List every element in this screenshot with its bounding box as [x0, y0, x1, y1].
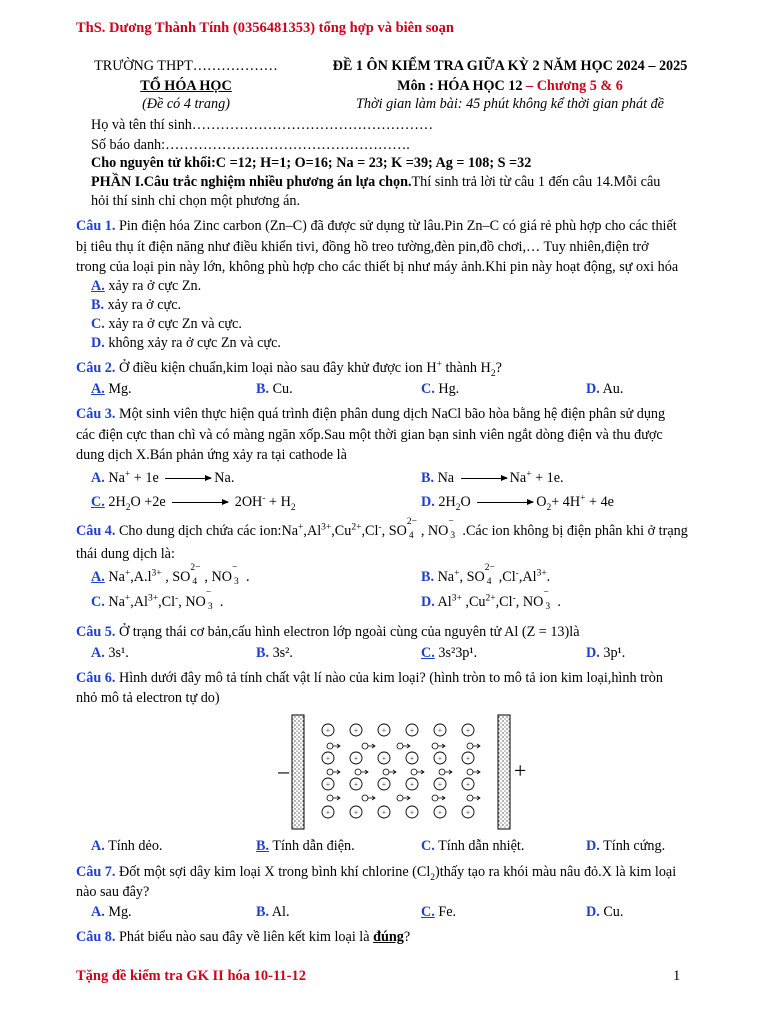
option-text: Cu. [272, 381, 293, 397]
time-note: Thời gian làm bài: 45 phút không kể thời gian phát đề [356, 96, 664, 112]
q1-line3: trong của loại pin này lớn, không phù hợp cho các thiết bị như máy ảnh.Khi pin này hoạt động, sự oxi hóa [76, 259, 679, 275]
part1-heading [91, 174, 660, 191]
q3-line2: các điện cực than chì và có màng ngăn xốp.Sau một thời gian bạn sinh viên ngắt dòng điện và thu được [76, 427, 663, 443]
q6-line2: nhỏ mô tả electron tự do) [76, 690, 220, 706]
option-letter: D. [91, 335, 105, 351]
ion-charge: + [354, 808, 358, 817]
option-letter: A. [91, 381, 105, 397]
option-text: xảy ra ở cực. [107, 297, 182, 313]
free-electron [467, 769, 473, 775]
free-electron [383, 769, 389, 775]
q3-label: Câu 3. [76, 406, 116, 422]
school-name: TRƯỜNG THPT……………… [94, 58, 278, 74]
option-letter: D. [586, 838, 600, 854]
ion-charge: + [410, 754, 414, 763]
id-line: Số báo danh:……………………………………………. [91, 137, 410, 153]
q7-text-b: )thấy tạo ra khói màu nâu đỏ.X là kim loại [435, 864, 677, 880]
q7-option-a[interactable] [91, 904, 132, 921]
q7-line1: Câu 7. Đốt một sợi dây kim loại X trong bình khí chlorine $(Cl_2)thấy$ tạo ra khói màu nâu đỏ.X là kim loại [76, 864, 677, 883]
ion-charge: + [326, 754, 330, 763]
q1-option-b[interactable] [91, 297, 181, 314]
option-letter: B. [256, 838, 270, 854]
option-letter: A. [91, 645, 105, 661]
electron-arrow [361, 770, 368, 774]
q7-option-c[interactable] [421, 904, 456, 921]
free-electron [362, 743, 368, 749]
q5-option-d[interactable] [586, 645, 625, 662]
q3-line3: dung dịch X.Bán phản ứng xảy ra tại cathode là [76, 447, 347, 463]
q3-text: Một sinh viên thực hiện quá trình điện phân dung dịch NaCl bão hòa bằng hệ điện phân sử dụng [115, 406, 666, 422]
option-letter: B. [421, 569, 435, 585]
electron-arrow [417, 770, 424, 774]
ion-charge: + [354, 726, 358, 735]
arrow-icon [461, 478, 507, 479]
option-letter: C. [421, 838, 435, 854]
option-text: Al. [271, 904, 290, 920]
option-text: Mg. [108, 381, 132, 397]
ion-charge: + [410, 780, 414, 789]
free-electron [327, 743, 333, 749]
negative-electrode [292, 715, 304, 829]
q1-option-a[interactable] [91, 278, 201, 295]
q4-option-c[interactable]: C. $Na^+,Al^{3+},Cl^-$, NO − 3 . [91, 588, 224, 612]
electron-arrow [403, 796, 410, 800]
free-electron [467, 743, 473, 749]
option-letter: D. [421, 594, 435, 610]
electron-arrow [333, 770, 340, 774]
arrow-icon [477, 502, 533, 503]
q3-option-d[interactable]: D. $2H_2O$ $O_2+ 4H^+ + 4e$ [421, 493, 614, 513]
option-text: Tính dẫn điện. [272, 838, 355, 854]
electron-arrow [445, 770, 452, 774]
part1-instructions: Thí sinh trả lời từ câu 1 đến câu 14.Mỗi câu [411, 174, 661, 190]
minus-sign: – [278, 758, 289, 783]
option-text: 3s²3p¹. [438, 645, 478, 661]
option-text: 3s¹. [108, 645, 129, 661]
q6-line1 [76, 670, 663, 687]
free-electron [362, 795, 368, 801]
option-letter: A. [91, 470, 105, 486]
free-electron [432, 795, 438, 801]
option-letter: B. [256, 904, 270, 920]
option-text: xảy ra ở cực Zn. [108, 278, 202, 294]
option-text: 3p¹. [603, 645, 626, 661]
q5-stem [76, 624, 580, 641]
q6-option-d[interactable] [586, 838, 665, 855]
q4-line1: Câu 4. Cho dung dịch chứa các $ion:Na^+,Al^{3+},Cu^{2+},Cl^-$, SO 2− 4 , NO − 3 .Các ion không bị điện phân khi ở trạng [76, 517, 688, 541]
q1-line1 [76, 218, 677, 235]
lattice-particles [322, 724, 480, 818]
q8-emphasis: đúng [373, 929, 404, 945]
option-letter: C. [91, 594, 105, 610]
option-letter: A. [91, 838, 105, 854]
q3-option-b[interactable]: B. Na Na+ + 1e. [421, 469, 564, 486]
q4-option-b[interactable]: B. Na+, SO 2− 4 $,Cl^-,Al^{3+}$. [421, 563, 551, 587]
part1-line2: hỏi thí sinh chỉ chọn một phương án. [91, 193, 301, 209]
option-text: Cu. [603, 904, 624, 920]
pages-note: (Đề có 4 trang) [142, 96, 230, 112]
free-electron [467, 795, 473, 801]
option-text: không xảy ra ở cực Zn và cực. [108, 335, 281, 351]
free-electron [397, 743, 403, 749]
ion-charge: + [466, 808, 470, 817]
q2-text-end: thành H [441, 360, 491, 376]
ion-charge: + [382, 780, 386, 789]
q2-option-c[interactable] [421, 381, 459, 398]
q1-text: Pin điện hóa Zinc carbon (Zn–C) đã được sử dụng từ lâu.Pin Zn–C có giá rẻ phù hợp cho các thiết [115, 218, 677, 234]
q8-label: Câu 8. [76, 929, 116, 945]
electron-arrow [438, 744, 445, 748]
q1-label: Câu 1. [76, 218, 116, 234]
free-electron [327, 795, 333, 801]
free-electron [397, 795, 403, 801]
plus-sign: + [514, 758, 527, 783]
option-text: xảy ra ở cực Zn và cực. [108, 316, 242, 332]
q6-text: Hình dưới đây mô tả tính chất vật lí nào của kim loại? (hình tròn to mô tả ion kim loại,hình tròn [115, 670, 663, 686]
free-electron [432, 743, 438, 749]
q7-line2: nào sau đây? [76, 884, 150, 900]
option-text: Fe. [438, 904, 457, 920]
subject-line [300, 78, 720, 95]
ion-charge: + [438, 726, 442, 735]
ion-charge: + [354, 780, 358, 789]
option-text: Hg. [438, 381, 460, 397]
subject-chapter: – Chương 5 & 6 [522, 78, 623, 94]
ion-charge: + [382, 726, 386, 735]
electron-arrow [368, 796, 375, 800]
department: TỔ HÓA HỌC [140, 78, 232, 94]
electron-arrow [368, 744, 375, 748]
electron-arrow [403, 744, 410, 748]
ion-charge: + [466, 780, 470, 789]
option-letter: C. [91, 494, 105, 510]
arrow-icon [165, 478, 211, 479]
q5-option-a[interactable] [91, 645, 129, 662]
positive-electrode [498, 715, 510, 829]
page-number: 1 [673, 968, 681, 984]
option-letter: B. [256, 381, 270, 397]
ion-charge: + [326, 780, 330, 789]
option-letter: C. [421, 645, 435, 661]
ion-charge: + [326, 726, 330, 735]
author-line: ThS. Dương Thành Tính (0356481353) tổng hợp và biên soạn [76, 20, 454, 36]
free-electron [327, 769, 333, 775]
option-text: Tính cứng. [603, 838, 666, 854]
subject-prefix: Môn : HÓA HỌC 12 [397, 78, 523, 94]
q1-line2: bị tiêu thụ ít điện năng như điều khiển tivi, đồng hồ treo tường,đèn pin,đồ chơi,… Tuy nhiên,điện trở [76, 239, 649, 255]
q3-option-a[interactable]: A. Na+ + 1e Na. [91, 469, 235, 486]
electron-arrow [389, 770, 396, 774]
q4-line2: thái dung dịch là: [76, 546, 175, 562]
electron-arrow [473, 796, 480, 800]
option-letter: A. [91, 904, 105, 920]
ion-charge: + [466, 754, 470, 763]
option-text: Au. [602, 381, 624, 397]
q5-option-b[interactable] [256, 645, 293, 662]
atomic-mass-line: Cho nguyên tử khối:C =12; H=1; O=16; Na = 23; K =39; Ag = 108; S =32 [91, 155, 532, 171]
q2-text: Ở điều kiện chuẩn,kim loại nào sau đây khử được ion H [115, 360, 437, 376]
part1-title: PHẦN I.Câu trắc nghiệm nhiều phương án lựa chọn. [91, 174, 412, 190]
q7-label: Câu 7. [76, 864, 116, 880]
q2-option-a[interactable] [91, 381, 132, 398]
q6-option-b[interactable] [256, 838, 355, 855]
q4-label: Câu 4. [76, 523, 116, 539]
option-letter: A. [91, 278, 105, 294]
q5-text: Ở trạng thái cơ bản,cấu hình electron lớp ngoài cùng của nguyên tử Al (Z = 13)là [115, 624, 580, 640]
ion-charge: + [410, 726, 414, 735]
option-letter: D. [421, 494, 435, 510]
electron-arrow [333, 744, 340, 748]
ion-charge: + [466, 726, 470, 735]
option-letter: C. [421, 904, 435, 920]
q5-option-c[interactable] [421, 645, 477, 662]
q7-text-a: Đốt một sợi dây kim loại X trong bình khí chlorine (Cl [115, 864, 431, 880]
option-text: Tính dẻo. [108, 838, 163, 854]
option-letter: D. [586, 645, 600, 661]
ion-charge: + [382, 808, 386, 817]
q6-option-c[interactable] [421, 838, 524, 855]
q7-option-d[interactable] [586, 904, 623, 921]
ion-charge: + [438, 754, 442, 763]
q8-text: Phát biểu nào sau đây về liên kết kim loại là [115, 929, 374, 945]
option-letter: D. [586, 381, 600, 397]
q3-option-c[interactable]: C. $2H_2O +2e$ $2OH^- + H_2$ [91, 493, 296, 513]
electron-arrow [333, 796, 340, 800]
ion-charge: + [410, 808, 414, 817]
q1-option-d[interactable] [91, 335, 281, 352]
q5-label: Câu 5. [76, 624, 116, 640]
option-letter: B. [256, 645, 270, 661]
electron-arrow [438, 796, 445, 800]
q4-option-d[interactable]: D. $Al^{3+}$ $,Cu^{2+},Cl^-$, NO − 3 . [421, 588, 561, 612]
option-letter: A. [91, 569, 105, 585]
footer-text: Tặng đề kiểm tra GK II hóa 10-11-12 [76, 968, 306, 984]
q1-option-c[interactable] [91, 316, 242, 333]
option-letter: D. [586, 904, 600, 920]
q8-stem [76, 929, 410, 946]
option-letter: B. [421, 470, 435, 486]
arrow-icon [172, 502, 228, 503]
electron-arrow [473, 770, 480, 774]
q4-option-a[interactable]: A. $Na^+,A.l^{3+}$ , SO 2− 4 , NO − 3 . [91, 563, 250, 587]
option-text: Mg. [108, 904, 132, 920]
q6-label: Câu 6. [76, 670, 116, 686]
q2-stem: Câu 2. Ở điều kiện chuẩn,kim loại nào sau đây khử được ion H+ thành $H_2$? [76, 359, 502, 379]
free-electron [355, 769, 361, 775]
option-text: Tính dẫn nhiệt. [438, 838, 525, 854]
q2-option-d[interactable] [586, 381, 623, 398]
q7-option-b[interactable] [256, 904, 290, 921]
ion-charge: + [326, 808, 330, 817]
option-text: 3s². [272, 645, 293, 661]
option-letter: C. [421, 381, 435, 397]
ion-charge: + [382, 754, 386, 763]
free-electron [439, 769, 445, 775]
q2-option-b[interactable] [256, 381, 293, 398]
option-letter: B. [91, 297, 105, 313]
electron-arrow [473, 744, 480, 748]
name-line: Họ và tên thí sinh…………………………………………… [91, 117, 434, 133]
q3-line1 [76, 406, 665, 423]
ion-charge: + [354, 754, 358, 763]
q2-label: Câu 2. [76, 360, 116, 376]
metal-lattice-figure [278, 712, 532, 832]
option-letter: C. [91, 316, 105, 332]
free-electron [411, 769, 417, 775]
exam-title: ĐỀ 1 ÔN KIỂM TRA GIỮA KỲ 2 NĂM HỌC 2024 – 2025 [332, 58, 688, 74]
q6-option-a[interactable] [91, 838, 162, 855]
q8-end: ? [403, 929, 411, 945]
ion-charge: + [438, 780, 442, 789]
ion-charge: + [438, 808, 442, 817]
